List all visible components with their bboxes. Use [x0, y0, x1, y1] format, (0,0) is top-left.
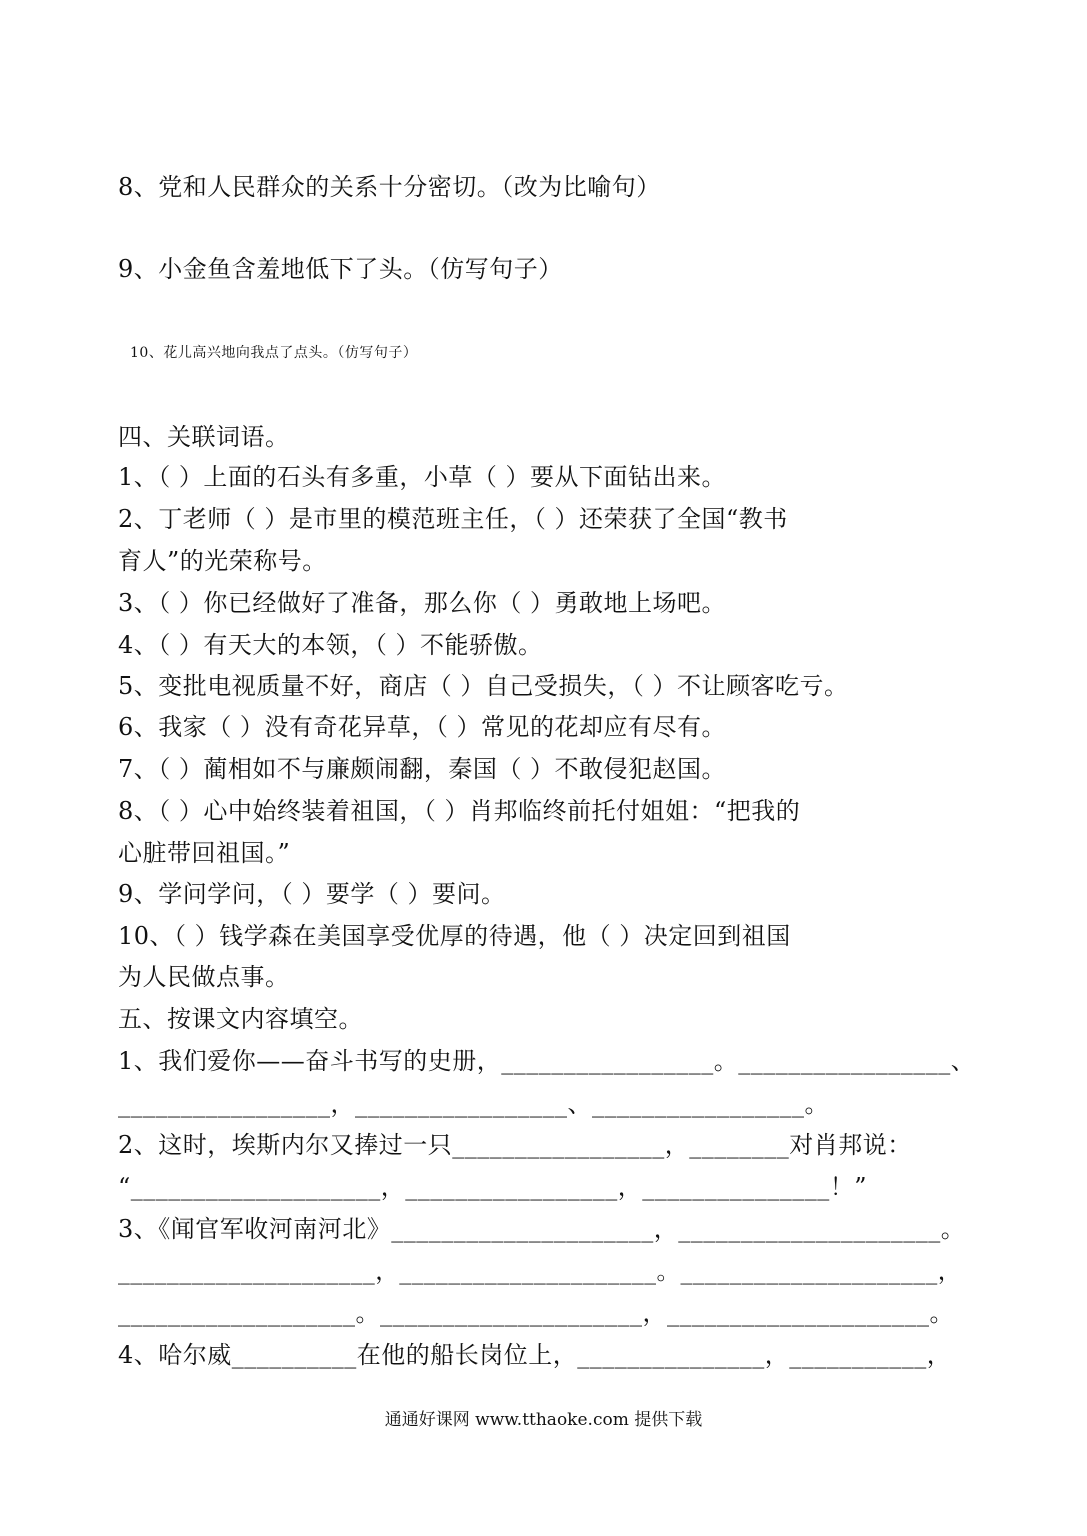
section5-line: 1、我们爱你——奋斗书写的史册，_________________。_________________、: [118, 1047, 976, 1075]
section4-line: 为人民做点事。: [118, 963, 290, 991]
section4-line: 2、丁老师（ ）是市里的模范班主任，（ ）还荣获了全国“教书: [118, 505, 788, 533]
section5-line: ___________________。_____________________，_____________________。: [118, 1299, 954, 1327]
section-title-4: 四、关联词语。: [118, 423, 290, 451]
section5-line: 2、这时，埃斯内尔又捧过一只_________________，________对肖邦说：: [118, 1131, 912, 1159]
section4-line: 7、（ ）蔺相如不与廉颇闹翻，秦国（ ）不敢侵犯赵国。: [118, 755, 727, 783]
section4-line: 6、我家（ ）没有奇花异草，（ ）常见的花却应有尽有。: [118, 713, 727, 741]
rewrite-item-10: 10、花儿高兴地向我点了点头。（仿写句子）: [130, 345, 418, 361]
section4-line: 3、（ ）你已经做好了准备，那么你（ ）勇敢地上场吧。: [118, 589, 727, 617]
section-title-5: 五、按课文内容填空。: [118, 1005, 363, 1033]
section4-line: 10、（ ）钱学森在美国享受优厚的待遇，他（ ）决定回到祖国: [118, 922, 791, 950]
section5-line: 4、哈尔威__________在他的船长岗位上，_______________，___________，: [118, 1341, 952, 1369]
section5-line: _____________________，_____________________。_____________________，: [118, 1257, 962, 1285]
section4-line: 心脏带回祖国。”: [118, 839, 291, 867]
section4-line: 1、（ ）上面的石头有多重，小草（ ）要从下面钻出来。: [118, 463, 727, 491]
rewrite-item-9: 9、小金鱼含羞地低下了头。（仿写句子）: [118, 255, 563, 283]
section4-line: 4、（ ）有天大的本领，（ ）不能骄傲。: [118, 631, 543, 659]
section4-line: 育人”的光荣称号。: [118, 547, 327, 575]
section4-line: 5、变批电视质量不好，商店（ ）自己受损失，（ ）不让顾客吃亏。: [118, 672, 849, 700]
section4-line: 8、（ ）心中始终装着祖国，（ ）肖邦临终前托付姐姐：“把我的: [118, 797, 801, 825]
rewrite-item-8: 8、党和人民群众的关系十分密切。（改为比喻句）: [118, 173, 661, 201]
section4-line: 9、学问学问，（ ）要学（ ）要问。: [118, 880, 506, 908]
section5-line: 3、《闻官军收河南河北》_____________________，_____________________。: [118, 1215, 966, 1243]
section5-line: “____________________，_________________，_______________！”: [118, 1173, 868, 1201]
page-footer: 通通好课网 www.tthaoke.com 提供下载: [384, 1410, 703, 1430]
section5-line: _________________，_________________、_________________。: [118, 1090, 829, 1118]
